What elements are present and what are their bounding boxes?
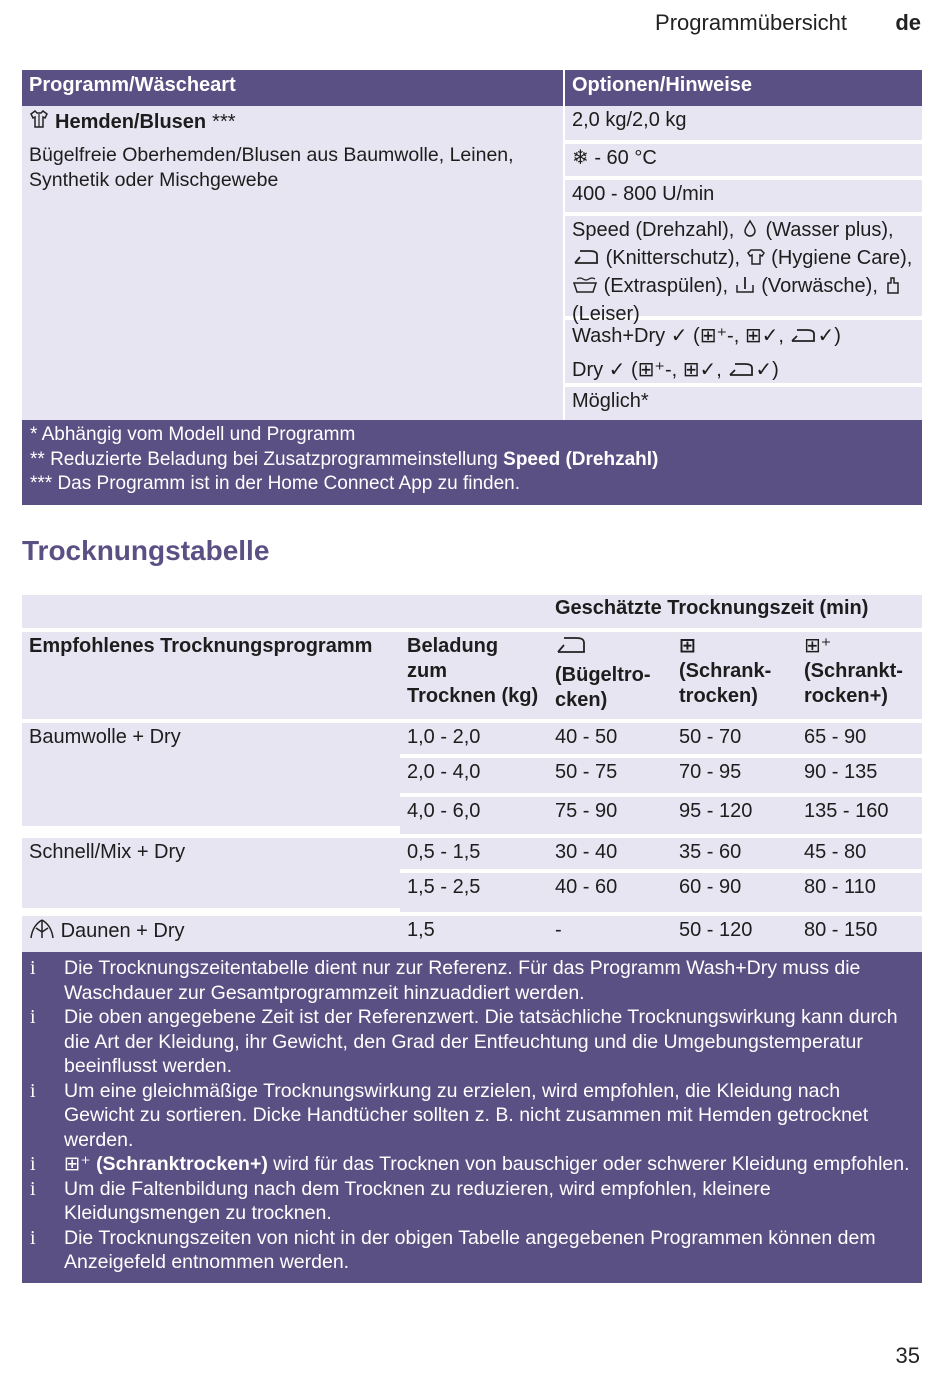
note-3: *** Das Programm ist in der Home Connect App zu finden. — [30, 473, 521, 494]
program-column-header: Programm/Wäscheart — [22, 70, 565, 106]
load-col-header: Beladung zum Trocknen (kg) — [407, 635, 539, 707]
cupboard-plus-col-header: ⊞⁺ (Schrankt-rocken+) — [804, 635, 903, 707]
info-icon: i — [30, 1079, 36, 1102]
dry-label: Dry ✓ — [572, 359, 626, 381]
opt-hygiene: (Hygiene Care), — [771, 247, 913, 269]
note-item: i Die oben angegebene Zeit ist der Referenzwert. Die tatsächliche Trocknungswirkung kann durch die Art der Kleidung, ihr Gewicht, den Grad der Entfeuchtung und die Umgebungstemperatur beeinflusst werden. — [30, 1006, 898, 1077]
table-row: Daunen + Dry 1,5 - 50 - 120 80 - 150 — [22, 912, 922, 952]
options-row — [565, 212, 922, 325]
iron-icon — [727, 361, 755, 386]
iron-icon — [555, 639, 587, 661]
program-stars: *** — [212, 111, 236, 133]
note-4-bold: (Schranktrocken+) — [96, 1153, 268, 1175]
prewash-icon — [734, 275, 756, 302]
program-cell: Baumwolle + Dry — [22, 723, 400, 826]
program-cell: Daunen + Dry — [22, 916, 400, 952]
info-icon: i — [30, 957, 36, 979]
info-icon: i — [30, 1226, 36, 1249]
dry-options-row: Wash+Dry ✓ (⊞⁺-, ⊞✓, ✓) Dry ✓ (⊞⁺-, ⊞✓, ✓) — [565, 316, 922, 383]
program-cell: Schnell/Mix + Dry — [22, 838, 400, 908]
table-row: 1,0 - 2,0 40 - 50 50 - 70 65 - 90 — [400, 723, 922, 754]
washdry-label: Wash+Dry ✓ — [572, 325, 688, 347]
opt-speed: Speed (Drehzahl), — [572, 219, 735, 241]
cupboard-dry-col-header: ⊞ (Schrank-trocken) — [679, 635, 772, 707]
iron-icon — [572, 247, 600, 274]
page-number: 35 — [895, 1343, 920, 1368]
shirt-icon — [29, 109, 49, 136]
program-options-column — [565, 106, 922, 420]
drying-table — [22, 595, 922, 1283]
rinse-icon — [572, 275, 598, 302]
note-2-bold: Speed (Drehzahl) — [503, 448, 659, 470]
feather-icon — [29, 918, 55, 947]
cupboard-plus-icon: ⊞⁺ — [699, 325, 728, 347]
cupboard-icon: ⊞✓ — [744, 325, 779, 347]
note-item: i Um die Faltenbildung nach dem Trocknen zu reduzieren, wird empfohlen, kleinere Kleidungsmengen zu trocknen. — [30, 1177, 771, 1224]
group-baumwolle — [22, 719, 922, 834]
iron-icon — [789, 327, 817, 352]
options-column-header: Optionen/Hinweise — [572, 74, 753, 96]
table-row: 1,5 - 2,5 40 - 60 60 - 90 80 - 110 — [400, 869, 922, 912]
opt-rinse: (Extraspülen), — [603, 275, 729, 297]
table-row: 0,5 - 1,5 30 - 40 35 - 60 45 - 80 — [400, 838, 922, 869]
page-header-title: Programmübersicht — [655, 10, 847, 35]
info-icon: i — [30, 1177, 36, 1200]
program-table — [22, 70, 922, 505]
section-title: Trocknungstabelle — [22, 535, 270, 566]
hygiene-icon — [746, 247, 766, 274]
program-table-notes — [22, 420, 922, 505]
table-row: 2,0 - 4,0 50 - 75 70 - 95 90 - 135 — [400, 754, 922, 793]
note-1: * Abhängig vom Modell und Programm — [30, 424, 356, 445]
language-code: de — [895, 10, 921, 35]
opt-prewash: (Vorwäsche), — [761, 275, 878, 297]
note-item: i ⊞⁺ (Schranktrocken+) wird für das Trocknen von bauschiger oder schwerer Kleidung empfohlen. — [30, 1153, 910, 1175]
group-schnell-mix — [22, 834, 922, 912]
opt-quiet: (Leiser) — [572, 303, 640, 325]
cupboard-icon: ⊞✓ — [682, 359, 717, 381]
cupboard-icon: ⊞ — [679, 635, 696, 657]
quiet-icon — [883, 275, 903, 302]
drying-notes — [22, 952, 922, 1283]
possible-row: Möglich* — [565, 383, 922, 420]
temperature-row — [565, 140, 922, 176]
note-item: i Die Trocknungszeiten von nicht in der obigen Tabelle angegebenen Programmen können dem Anzeigefeld entnommen werden. — [30, 1226, 876, 1273]
table-row: 4,0 - 6,0 75 - 90 95 - 120 135 - 160 — [400, 793, 922, 834]
info-icon: i — [30, 1153, 36, 1175]
cupboard-plus-icon: ⊞⁺ — [804, 635, 832, 657]
note-item: i Um eine gleichmäßige Trocknungswirkung zu erzielen, wird empfohlen, die Kleidung nach Gewicht zu sortieren. Dicke Handtücher sollten z. B. nicht zusammen mit Hemden getrocknet werden. — [30, 1079, 869, 1151]
cupboard-plus-icon: ⊞⁺ — [637, 359, 665, 381]
iron-dry-col-header: (Bügeltro-cken) — [548, 632, 672, 719]
program-col-header: Empfohlenes Trocknungsprogramm — [29, 635, 373, 657]
program-table-header — [22, 70, 922, 106]
drying-time-group-header: Geschätzte Trocknungszeit (min) — [555, 597, 869, 619]
opt-crease: (Knitterschutz), — [605, 247, 741, 269]
water-plus-icon — [740, 219, 760, 246]
note-item: i Die Trocknungszeitentabelle dient nur zur Referenz. Für das Programm Wash+Dry muss die Waschdauer zur Gesamtprogrammzeit hinzuaddiert werden. — [30, 957, 861, 1004]
drying-header-row — [22, 628, 922, 719]
program-description-cell — [22, 106, 565, 420]
snowflake-icon: ❄ — [572, 147, 589, 169]
note-2: ** Reduzierte Beladung bei Zusatzprogrammeinstellung Speed (Drehzahl) — [30, 448, 659, 470]
opt-water: (Wasser plus), — [765, 219, 894, 241]
info-icon: i — [30, 1006, 36, 1028]
temperature-value: - 60 °C — [594, 147, 657, 169]
drying-group-header-row — [22, 595, 922, 628]
spin-row: 400 - 800 U/min — [565, 176, 922, 212]
program-description: Bügelfreie Oberhemden/Blusen aus Baumwolle, Leinen, Synthetik oder Mischgewebe — [29, 144, 514, 191]
load-row: 2,0 kg/2,0 kg — [565, 106, 922, 140]
cupboard-plus-icon: ⊞⁺ — [64, 1153, 91, 1175]
program-name: Hemden/Blusen — [55, 111, 207, 133]
program-name-row — [29, 109, 556, 136]
